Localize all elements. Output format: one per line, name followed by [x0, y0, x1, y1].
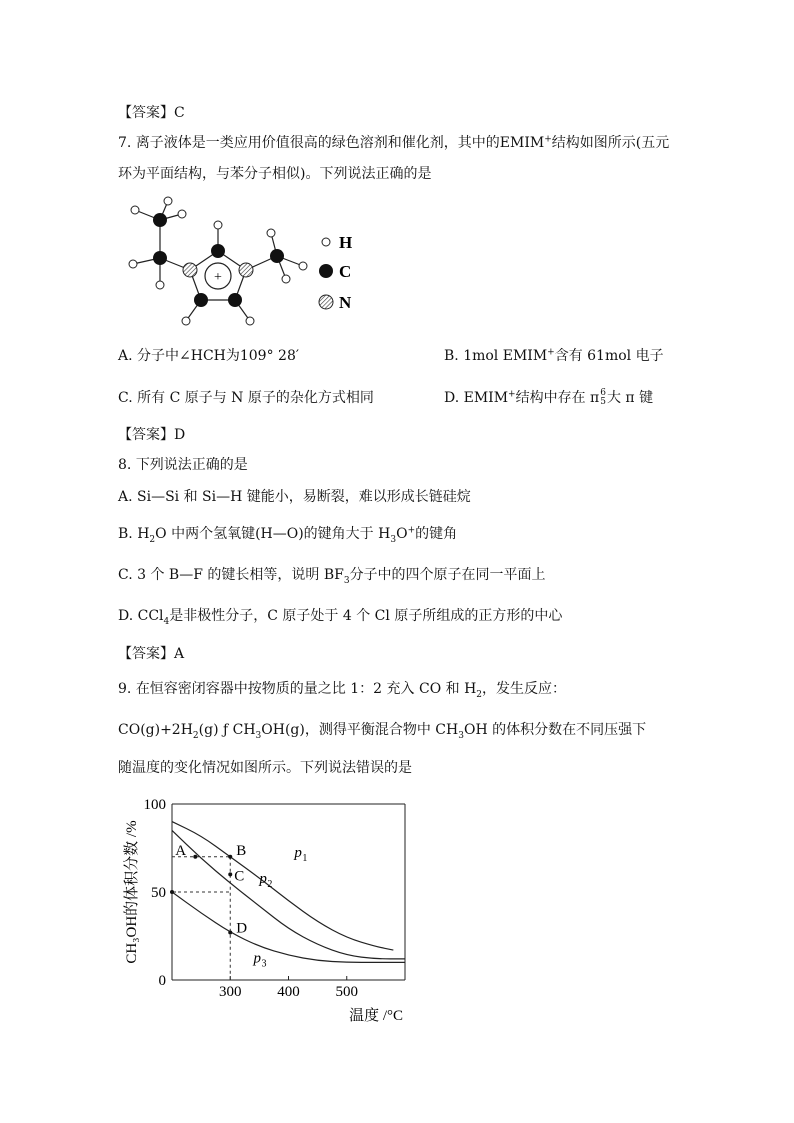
superscript: +: [544, 134, 552, 145]
series-line-p1: [172, 822, 393, 950]
point-label-B: B: [236, 842, 247, 859]
subscript: 3: [458, 730, 464, 741]
answer-line-q6: [118, 102, 185, 122]
series-label-sub-p1: 1: [302, 852, 308, 864]
series-line-p3: [172, 892, 405, 962]
option-text: 大 π 键: [606, 390, 654, 406]
emim-structure-diagram: [120, 195, 370, 335]
subscript: 3: [255, 730, 262, 741]
option-text: 的键角: [415, 526, 458, 542]
q8-option-d: [118, 606, 562, 626]
option-text: D. CCl: [118, 608, 164, 624]
q9-text: (g) ƒ CH: [198, 722, 256, 738]
answer-value: A: [174, 646, 185, 662]
subscript: 3: [390, 534, 397, 545]
answer-label: 【答案】: [118, 646, 174, 662]
methanol-fraction-chart: [115, 790, 415, 1025]
answer-value: D: [174, 427, 186, 443]
question-number: 8.: [118, 457, 132, 473]
superscript: 6: [600, 388, 606, 398]
q9-line3: 随温度的变化情况如图所示。下列说法错误的是: [118, 760, 412, 776]
legend-h: H: [339, 233, 353, 252]
q9-text: OH 的体积分数在不同压强下: [463, 722, 647, 738]
option-text: 结构中存在 π: [515, 390, 600, 406]
x-tick-label: 400: [277, 984, 300, 1000]
answer-value: C: [174, 105, 185, 121]
answer-line-q7: [118, 424, 185, 444]
answer-label: 【答案】: [118, 427, 174, 443]
data-point-B: [228, 855, 232, 859]
q7-option-d: [444, 388, 653, 408]
option-text: C. 3 个 B—F 的键长相等，说明 BF: [118, 567, 344, 583]
superscript: +: [547, 347, 555, 358]
sub-sup-stack: [600, 389, 606, 407]
data-point-A: [193, 855, 197, 859]
superscript: +: [407, 525, 416, 536]
question-number: 7.: [118, 135, 132, 151]
q8-stem: [118, 455, 248, 475]
question-number: 9.: [118, 681, 132, 697]
subscript: 3: [343, 575, 350, 586]
q8-text: 下列说法正确的是: [135, 457, 248, 473]
option-text: D. EMIM: [444, 390, 509, 406]
point-label-C: C: [234, 868, 245, 885]
q7-option-c: C. 所有 C 原子与 N 原子的杂化方式相同: [118, 390, 374, 406]
subscript: 4: [163, 616, 170, 627]
q7-text: 结构如图所示(五元: [551, 135, 670, 151]
option-text: O 中两个氢氧键(H—O)的键角大于 H: [155, 526, 391, 542]
series-label-sub-p2: 2: [267, 879, 273, 891]
q7-text: 离子液体是一类应用价值很高的绿色溶剂和催化剂，其中的EMIM: [135, 135, 545, 151]
subscript: 2: [149, 534, 156, 545]
subscript: 2: [192, 730, 199, 741]
series-label-p2: p: [259, 871, 267, 888]
option-text: O: [396, 526, 408, 542]
x-tick-label: 300: [219, 984, 242, 1000]
data-point-D: [228, 930, 232, 934]
y-axis-label: CH₃OH的体积分数 /%: [124, 820, 140, 964]
series-label-sub-p3: 3: [261, 958, 267, 970]
q8-option-a: A. Si—Si 和 Si—H 键能小，易断裂，难以形成长链硅烷: [118, 489, 471, 505]
option-text: B. H: [118, 526, 150, 542]
q7-line1: [118, 133, 669, 153]
atom-legend: [319, 233, 352, 312]
option-text: B. 1mol EMIM: [444, 348, 548, 364]
q7-line2: 环为平面结构，与苯分子相似)。下列说法正确的是: [118, 166, 432, 182]
subscript: 5: [600, 397, 606, 407]
q9-line1: [118, 679, 566, 699]
answer-line-q8: [118, 643, 184, 663]
q9-line2: [118, 720, 646, 740]
q9-text: OH(g)，测得平衡混合物中 CH: [261, 722, 459, 738]
superscript: +: [508, 389, 516, 400]
x-tick-label: 500: [335, 984, 358, 1000]
legend-n: N: [339, 293, 352, 312]
data-point-C: [228, 872, 232, 876]
charge-label: +: [214, 270, 222, 285]
q9-text: ，发生反应：: [482, 681, 567, 697]
option-text: 是非极性分子，C 原子处于 4 个 Cl 原子所组成的正方形的中心: [169, 608, 563, 624]
option-text: 含有 61mol 电子: [554, 348, 664, 364]
answer-label: 【答案】: [118, 105, 174, 121]
series-label-p1: p: [294, 844, 302, 861]
q8-option-b: [118, 524, 457, 544]
option-text: 分子中的四个原子在同一平面上: [349, 567, 546, 583]
data-point-p3-start: [170, 890, 174, 894]
x-axis-label: 温度 /°C: [349, 1008, 403, 1024]
q7-option-a: A. 分子中∠HCH为109° 28′: [118, 348, 300, 364]
series-line-p2: [172, 830, 405, 958]
subscript: 2: [476, 689, 483, 700]
q8-option-c: [118, 565, 546, 585]
y-tick-label: 100: [143, 797, 166, 813]
series-label-p3: p: [253, 950, 262, 967]
y-tick-label: 50: [151, 885, 166, 901]
q7-option-b: [444, 346, 664, 366]
y-tick-label: 0: [158, 973, 166, 989]
point-label-A: A: [175, 842, 187, 859]
q9-text: 在恒容密闭容器中按物质的量之比 1：2 充入 CO 和 H: [135, 681, 477, 697]
point-label-D: D: [236, 920, 248, 937]
legend-c: C: [339, 262, 352, 281]
q9-text: CO(g)+2H: [118, 722, 193, 738]
